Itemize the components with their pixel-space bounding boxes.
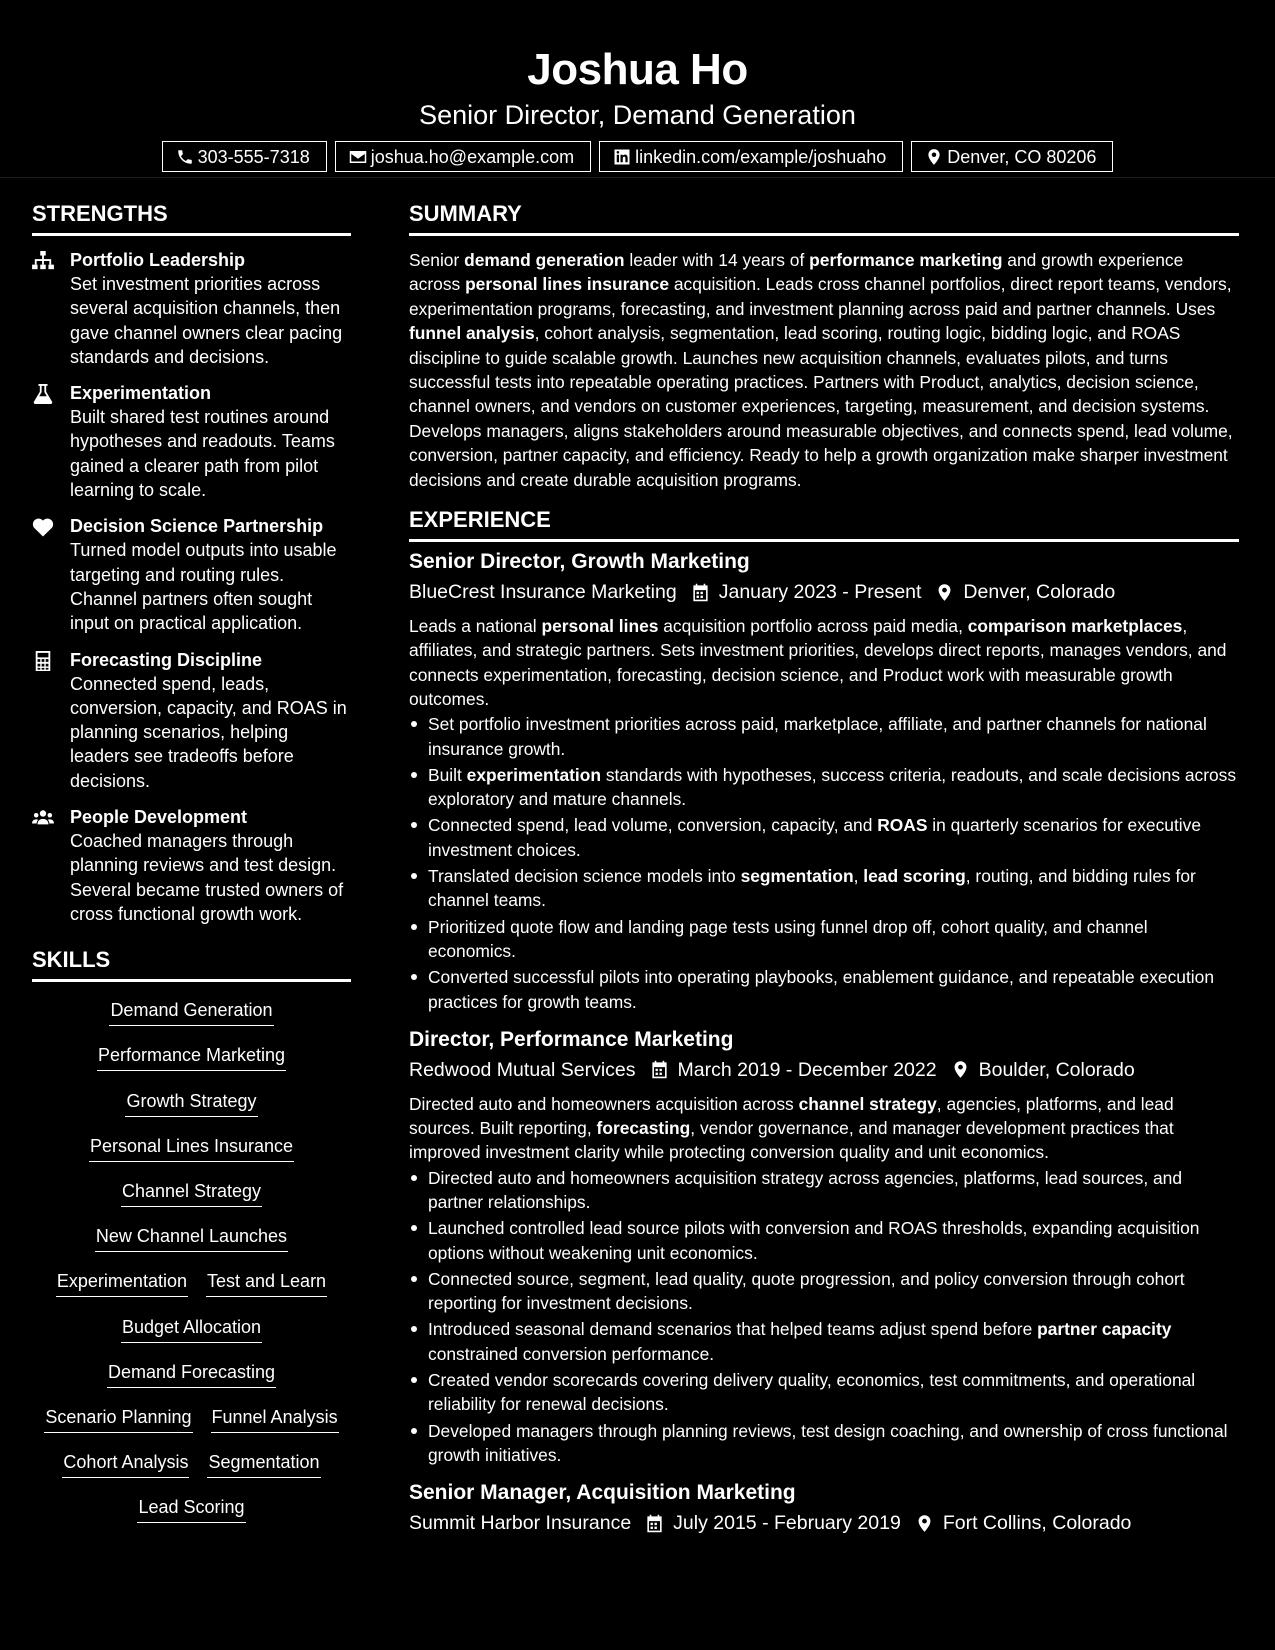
text-run: , affiliates, and strategic partners. Sets investment priorities, develops direct reports, manages vendors, and connects experimentation, forecasting, decision science, and Product work with measurable growth outcomes.: [409, 616, 1227, 709]
bullet-item: [409, 1368, 1239, 1417]
job-entry: [409, 548, 1239, 1014]
right-column: [409, 200, 1239, 1545]
job-title: Senior Director, Growth Marketing: [409, 550, 750, 574]
text-run: and growth experience across: [409, 250, 1184, 295]
experience-section: [409, 506, 1239, 1537]
text-run: Introduced seasonal demand scenarios that helped teams adjust spend before: [428, 1319, 1038, 1340]
skill-tag: Demand Forecasting: [107, 1360, 276, 1388]
calculator-icon: [32, 651, 54, 671]
skill-tag: Budget Allocation: [121, 1315, 262, 1343]
bullet-item: [409, 864, 1239, 913]
contact-linkedin-text: linkedin.com/example/joshuaho: [635, 146, 887, 167]
location-icon: [951, 1060, 970, 1079]
contact-email[interactable]: [335, 141, 591, 172]
skill-row: [32, 1360, 351, 1405]
bold-keyword: ROAS: [877, 815, 928, 836]
linkedin-icon: [613, 148, 631, 166]
job-dates: March 2019 - December 2022: [677, 1058, 937, 1081]
strength-item: [32, 805, 351, 926]
text-run: leader with 14 years of: [624, 250, 810, 270]
experience-heading: EXPERIENCE: [409, 506, 1239, 542]
strength-title: Decision Science Partnership: [70, 516, 324, 537]
contact-bar: [0, 141, 1275, 172]
bullet-item: [409, 813, 1239, 862]
hierarchy-icon: [32, 251, 54, 271]
skill-tag: Demand Generation: [109, 998, 273, 1026]
text-run: Converted successful pilots into operating playbooks, enablement guidance, and repeatable execution practices for growth teams.: [428, 967, 1214, 1012]
skills-heading: SKILLS: [32, 946, 351, 982]
text-run: Leads a national: [409, 616, 542, 637]
strength-desc: Connected spend, leads, conversion, capacity, and ROAS in planning scenarios, helping leaders see tradeoffs before decisions.: [70, 673, 347, 791]
strength-item: [32, 248, 351, 369]
contact-phone[interactable]: [162, 141, 327, 172]
bullet-item: [409, 1216, 1239, 1265]
job-company: Redwood Mutual Services: [409, 1058, 636, 1081]
job-dates: January 2023 - Present: [718, 581, 922, 604]
skill-row: [32, 1134, 351, 1179]
bullet-item: [409, 712, 1239, 761]
skill-tag: Scenario Planning: [44, 1405, 192, 1433]
text-run: Translated decision science models into: [428, 866, 741, 887]
candidate-name: Joshua Ho: [527, 45, 748, 94]
resume-header: [0, 0, 1275, 178]
skill-tag: Funnel Analysis: [211, 1405, 339, 1433]
bold-keyword: partner capacity: [1037, 1319, 1172, 1340]
job-company: Summit Harbor Insurance: [409, 1512, 632, 1535]
summary-heading: SUMMARY: [409, 200, 1239, 236]
skill-tag: Cohort Analysis: [62, 1450, 189, 1478]
bold-keyword: performance marketing: [809, 250, 1003, 270]
skills-section: [32, 946, 351, 1540]
text-run: Connected source, segment, lead quality, quote progression, and policy conversion through cohort reporting for investment decisions.: [428, 1268, 1185, 1314]
text-run: standards with hypotheses, success criteria, readouts, and scale decisions across exploratory and mature channels.: [428, 764, 1237, 810]
summary-text: [409, 248, 1239, 492]
bullet-item: [409, 763, 1239, 812]
heart-icon: [32, 517, 54, 537]
job-company: BlueCrest Insurance Marketing: [409, 581, 677, 604]
bold-keyword: lead scoring: [863, 866, 966, 887]
text-run: , vendor governance, and manager development practices that improved investment clarity while protecting conversion quality and unit economics.: [409, 1118, 1174, 1163]
bullet-item: [409, 915, 1239, 964]
skill-tag: Growth Strategy: [125, 1089, 257, 1117]
calendar-icon: [645, 1514, 664, 1533]
summary-section: [409, 200, 1239, 492]
strengths-section: [32, 200, 351, 926]
bullet-item: [409, 1317, 1239, 1366]
email-icon: [349, 148, 367, 166]
text-run: , routing, and bidding rules for channel teams.: [428, 866, 1196, 911]
skill-tag: Segmentation: [207, 1450, 320, 1478]
strength-desc: Built shared test routines around hypotheses and readouts. Teams gained a clearer path from pilot learning to scale.: [70, 407, 335, 501]
strength-item: [32, 514, 351, 635]
skill-row: [32, 1315, 351, 1360]
text-run: Senior: [409, 250, 465, 270]
skill-row: [32, 1405, 351, 1450]
job-bullets: [409, 712, 1239, 1014]
job-description: [409, 614, 1239, 711]
job-description: [409, 1092, 1239, 1165]
text-run: in quarterly scenarios for executive investment choices.: [428, 815, 1202, 860]
text-run: Set portfolio investment priorities across paid, marketplace, affiliate, and partner channels for national insurance growth.: [428, 714, 1207, 759]
text-run: acquisition portfolio across paid media,: [658, 616, 968, 637]
strength-title: Experimentation: [70, 383, 212, 404]
strength-title: Portfolio Leadership: [70, 250, 246, 270]
calendar-icon: [650, 1060, 669, 1079]
location-icon: [925, 148, 943, 166]
job-meta: [409, 1056, 1239, 1084]
skill-tag: Channel Strategy: [121, 1179, 262, 1207]
skill-row: [32, 998, 351, 1043]
job-title: Director, Performance Marketing: [409, 1027, 734, 1051]
skill-tag: Experimentation: [56, 1269, 188, 1297]
strength-desc: Coached managers through planning reviews and test design. Several became trusted owners of cross functional growth work.: [70, 831, 344, 924]
text-run: Developed managers through planning reviews, test design coaching, and ownership of cross functional growth initiatives.: [428, 1420, 1228, 1465]
strength-item: [32, 381, 351, 502]
people-icon: [32, 808, 54, 828]
text-run: Launched controlled lead source pilots with conversion and ROAS thresholds, expanding acquisition options without weakening unit economics.: [428, 1218, 1200, 1263]
strength-title: People Development: [70, 807, 248, 828]
bullet-item: [409, 965, 1239, 1014]
job-entry: [409, 1479, 1239, 1537]
skill-row: [32, 1224, 351, 1269]
contact-email-text: joshua.ho@example.com: [370, 146, 575, 167]
bullet-item: [409, 1166, 1239, 1215]
skill-tag: New Channel Launches: [95, 1224, 288, 1252]
contact-location[interactable]: [911, 141, 1113, 172]
skill-tag: Performance Marketing: [97, 1043, 286, 1071]
left-column: [32, 200, 351, 1540]
text-run: Directed auto and homeowners acquisition across: [409, 1093, 799, 1114]
job-bullets: [409, 1166, 1239, 1468]
strength-title: Forecasting Discipline: [70, 649, 263, 670]
text-run: Prioritized quote flow and landing page tests using funnel drop off, cohort quality, and channel economics.: [428, 916, 1148, 961]
jobs-list: [409, 548, 1239, 1537]
skill-row: [32, 1269, 351, 1314]
bold-keyword: personal lines: [541, 616, 659, 637]
flask-icon: [32, 384, 54, 404]
strengths-heading: STRENGTHS: [32, 200, 351, 236]
bullet-item: [409, 1267, 1239, 1316]
text-run: Directed auto and homeowners acquisition strategy across agencies, platforms, lead sources, and partner relationships.: [428, 1167, 1182, 1212]
strength-item: [32, 648, 351, 793]
skill-tag: Personal Lines Insurance: [89, 1134, 294, 1162]
bold-keyword: comparison marketplaces: [967, 616, 1183, 637]
contact-location-text: Denver, CO 80206: [947, 146, 1097, 167]
text-run: acquisition. Leads cross channel portfolios, direct report teams, vendors, experimentation programs, forecasting, and investment planning across paid and partner channels. Uses: [409, 274, 1232, 319]
text-run: Built: [428, 764, 467, 785]
strength-desc: Set investment priorities across several acquisition channels, then gave channel owners clear pacing standards and decisions.: [70, 274, 343, 367]
skill-row: [32, 1089, 351, 1134]
bold-keyword: channel strategy: [798, 1093, 937, 1114]
bold-keyword: forecasting: [596, 1118, 691, 1139]
skill-tag: Test and Learn: [206, 1269, 327, 1297]
text-run: ,: [853, 866, 864, 887]
job-title: Senior Manager, Acquisition Marketing: [409, 1481, 796, 1505]
job-location: Denver, Colorado: [963, 581, 1116, 604]
calendar-icon: [691, 583, 710, 602]
job-meta: [409, 578, 1239, 606]
skill-tag: Lead Scoring: [137, 1495, 245, 1523]
text-run: Connected spend, lead volume, conversion, capacity, and: [428, 815, 878, 836]
phone-icon: [176, 148, 194, 166]
contact-phone-text: 303-555-7318: [197, 146, 310, 167]
skill-row: [32, 1495, 351, 1540]
skills-list: [32, 998, 351, 1540]
skill-row: [32, 1179, 351, 1224]
bold-keyword: demand generation: [464, 250, 625, 270]
bold-keyword: funnel analysis: [409, 323, 535, 344]
bold-keyword: experimentation: [466, 764, 601, 785]
job-entry: [409, 1026, 1239, 1467]
contact-linkedin[interactable]: [599, 141, 903, 172]
bold-keyword: personal lines insurance: [465, 274, 669, 295]
location-icon: [915, 1514, 934, 1533]
strength-desc: Turned model outputs into usable targeting and routing rules. Channel partners often sought input on practical application.: [70, 540, 337, 634]
job-dates: July 2015 - February 2019: [673, 1512, 901, 1535]
job-location: Boulder, Colorado: [978, 1058, 1135, 1081]
job-meta: [409, 1509, 1239, 1537]
text-run: , agencies, platforms, and lead sources. Built reporting,: [409, 1093, 1174, 1139]
job-location: Fort Collins, Colorado: [942, 1512, 1132, 1535]
skill-row: [32, 1450, 351, 1495]
text-run: , cohort analysis, segmentation, lead scoring, routing logic, bidding logic, and ROAS discipline to guide scalable growth. Launches new acquisition channels, evaluates pilots, and turns successful tests into repeatable operating practices. Partners with Product, analytics, decision science, channel owners, and vendors on customer experiences, targeting, measurement, and decision systems. Develops managers, aligns stakeholders around measurable objectives, and connects spend, lead volume, conversion, partner capacity, and efficiency. Ready to help a growth organization make sharper investment decisions and create durable acquisition programs.: [409, 323, 1233, 490]
bold-keyword: segmentation: [740, 866, 854, 887]
bullet-item: [409, 1419, 1239, 1468]
location-icon: [935, 583, 954, 602]
text-run: Created vendor scorecards covering delivery quality, economics, test commitments, and operational reliability for renewal decisions.: [428, 1370, 1196, 1415]
text-run: constrained conversion performance.: [428, 1343, 715, 1364]
candidate-title: Senior Director, Demand Generation: [419, 100, 856, 130]
skill-row: [32, 1043, 351, 1088]
